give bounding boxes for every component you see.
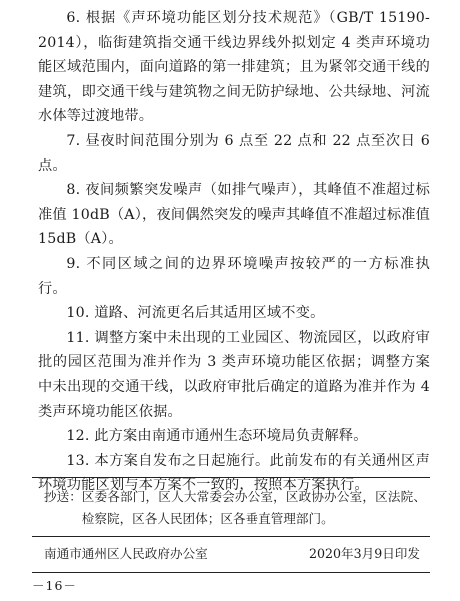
document-footer <box>32 477 430 573</box>
cc-recipients: 区委各部门，区人大常委会办公室，区政协办公室，区法院、检察院，区各人民团体；区各垂直管理部门。 <box>81 489 426 526</box>
issue-date: 2020年3月9日印发 <box>308 546 420 561</box>
paragraph-item-6: 6. 根据《声环境功能区划分技术规范》（GB/T 15190-2014），临街建筑指交通干线边界线外拟划定 4 类声环境功能区域范围内，面向道路的第一排建筑；且为紧邻交通干线的建筑，即交通干线与建筑物之间无防护绿地、公共绿地、河流水体等过渡地带。 <box>38 10 430 125</box>
document-body <box>38 6 430 498</box>
issuer-row <box>32 537 430 572</box>
paragraph-item-10: 10. 道路、河流更名后其适用区域不变。 <box>66 305 325 322</box>
paragraph-item-7: 7. 昼夜时间范围分别为 6 点至 22 点和 22 点至次日 6 点。 <box>38 132 430 174</box>
paragraph-item-8: 8. 夜间频繁突发噪声（如排气噪声），其峰值不准超过标准值 10dB（A），夜间偶然突发的噪声其峰值不准超过标准值 15dB（A）。 <box>38 182 430 248</box>
page-number: －16－ <box>32 578 77 593</box>
issuer-name: 南通市通州区人民政府办公室 <box>44 546 208 561</box>
paragraph-item-9: 9. 不同区域之间的边界环境噪声按较严的一方标准执行。 <box>38 255 430 297</box>
paragraph-item-11: 11. 调整方案中未出现的工业园区、物流园区，以政府审批的园区范围为准并作为 3 类声环境功能区依据；调整方案中未出现的交通干线，以政府审批后确定的道路为准并作为 4 类声环境功能区依据。 <box>38 329 430 420</box>
cc-label: 抄送： <box>44 489 82 504</box>
paragraph-item-13: 13. 本方案自发布之日起施行。此前发布的有关通州区声环境功能区划与本方案不一致的，按照本方案执行。 <box>38 452 430 494</box>
cc-block <box>32 478 430 536</box>
footer-bottom-rule <box>32 572 430 573</box>
paragraph-item-12: 12. 此方案由南通市通州生态环境局负责解释。 <box>66 428 368 445</box>
